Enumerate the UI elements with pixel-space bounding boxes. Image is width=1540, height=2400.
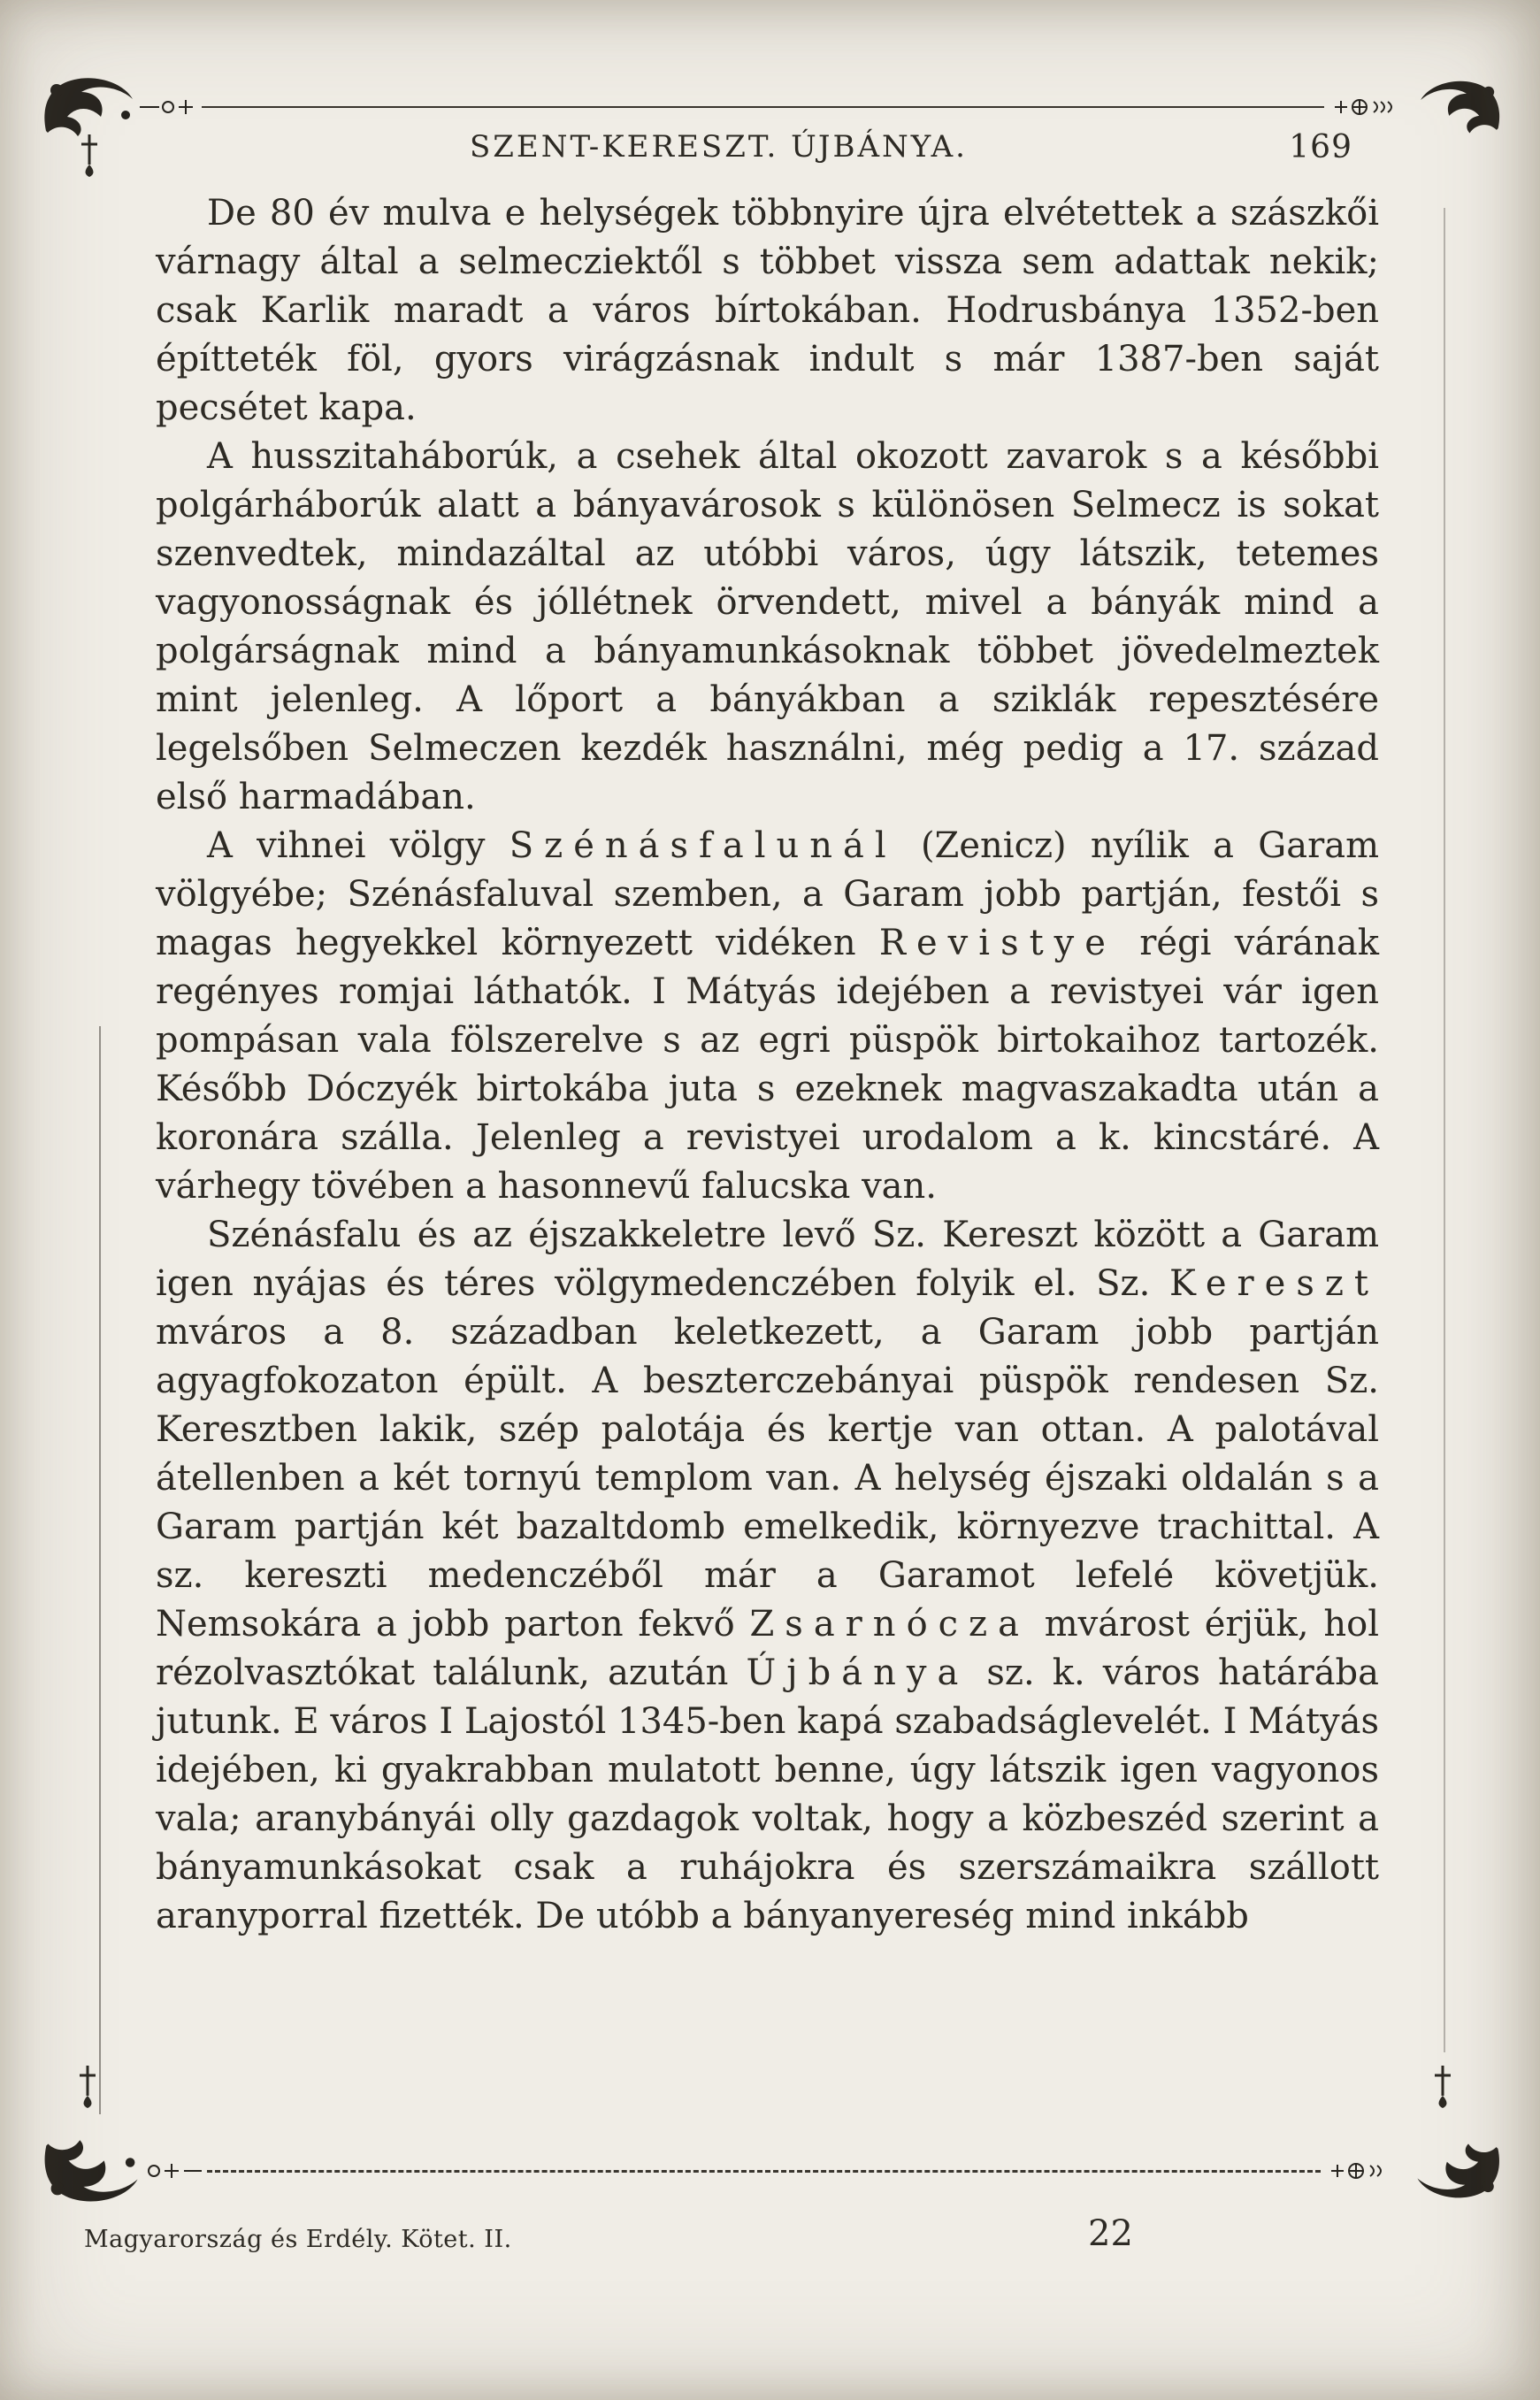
text-segment: A husszitaháborúk, a csehek által okozott zavarok s a későbbi polgárháborúk alatt a bányavárosok s különösen Selmecz is sokat szenvedtek, mindazáltal az utóbbi város, úgy látszik, tetemes vagyonosságnak és jóllétnek örvendett, mivel a bányák mind a polgárságnak mind a bányamunkásoknak többet jövedelmeztek mint jelenleg. A lőport a bányákban a sziklák repesztésére legelsőben Selmeczen kezdék használni, még pedig a 17. század első harmadában. — [156, 436, 1379, 817]
spaced-term: Szénásfalunál — [509, 825, 897, 866]
right-margin-rule — [1444, 208, 1445, 2052]
cross-ornament-top-left — [78, 133, 101, 180]
spaced-term: Revistye — [878, 923, 1116, 963]
top-rule-line — [202, 106, 1324, 108]
page-body — [156, 189, 1379, 1941]
spaced-term: Újbánya — [746, 1652, 969, 1693]
text-segment: mváros a 8. században keletkezett, a Garam jobb partján agyagfokozaton épült. A beszterczebányai püspök rendesen Sz. Keresztben lakik, szép palotája és kertje van ottan. A palotával átellenben a két tornyú templom van. A helység éjszaki oldalán s a Garam partján két bazaltdomb emelkedik, környezve trachittal. A sz. kereszti medenczéből már a Garamot lefelé követjük. Nemsokára a jobb parton fekvő — [156, 1312, 1379, 1645]
rule-tick-bottom-left — [145, 2158, 202, 2183]
paragraph — [156, 1211, 1379, 1941]
corner-flourish-bottom-left — [41, 2138, 145, 2204]
paragraph — [156, 189, 1379, 433]
left-margin-rule — [99, 1026, 101, 2114]
bottom-border-rule — [41, 2137, 1503, 2204]
page-header — [156, 129, 1379, 179]
spaced-term: Kereszt — [1169, 1263, 1379, 1304]
text-segment: régi várának regényes romjai láthatók. I Mátyás idejében a revistyei vár igen pompásan vala fölszerelve s az egri püspök birtokaihoz tartozék. Később Dóczyék birtokába juta s ezeknek magvaszakadta után a koronára szálla. Jelenleg a revistyei urodalom a k. kincstáré. A várhegy tövében a hasonnevű falucska van. — [156, 923, 1379, 1207]
rule-tick-bottom-right — [1326, 2157, 1411, 2185]
rule-tick-top-left — [140, 95, 196, 119]
text-segment: A vihnei völgy — [207, 825, 510, 866]
corner-flourish-top-right — [1414, 76, 1503, 138]
sheet-number: 22 — [1088, 2213, 1133, 2254]
paragraph — [156, 433, 1379, 822]
rule-tick-top-right — [1329, 93, 1414, 121]
volume-caption: Magyarország és Erdély. Kötet. II. — [84, 2226, 512, 2253]
bottom-rule-line — [207, 2170, 1321, 2173]
page-footer — [84, 2213, 1379, 2266]
text-segment: Szénásfalu és az éjszakkeletre levő Sz. Kereszt között a Garam igen nyájas és téres völgymedenczében folyik el. Sz. — [156, 1215, 1379, 1304]
text-segment: sz. k. város határába jutunk. E város I Lajostól 1345-ben kapá szabadságlevelét. I Mátyás idejében, ki gyakrabban mulatott benne, úgy látszik igen vagyonos vala; aranybányái olly gazdagok voltak, hogy a közbeszéd szerint a bányamunkásokat csak a ruhájokra és szerszámaikra szállott aranyporral fizették. De utóbb a bányanyereség mind inkább — [156, 1652, 1379, 1936]
text-segment: De 80 év mulva e helységek többnyire újra elvétettek a szászkői várnagy által a selmecziektől s többet vissza sem adattak nekik; csak Karlik maradt a város bírtokában. Hodrusbánya 1352-ben építteték föl, gyors virágzásnak indult s már 1387-ben saját pecsétet kapa. — [156, 193, 1379, 428]
corner-flourish-top-left — [41, 76, 140, 138]
paragraph — [156, 822, 1379, 1211]
cross-ornament-bottom-left — [76, 2061, 99, 2114]
spaced-term: Zsarnócza — [749, 1604, 1030, 1645]
text-segment: (Zenicz) nyílik a Garam völgyébe; Szénásfaluval szemben, a Garam jobb partján, festői s magas hegyekkel környezett vidéken — [156, 825, 1379, 963]
page-number: 169 — [1289, 129, 1352, 165]
cross-ornament-bottom-right — [1431, 2061, 1454, 2114]
running-head: SZENT-KERESZT. ÚJBÁNYA. — [470, 129, 968, 165]
corner-flourish-bottom-right — [1411, 2139, 1503, 2203]
text-segment: mvárost érjük, hol rézolvasztókat találunk, azután — [156, 1604, 1379, 1693]
